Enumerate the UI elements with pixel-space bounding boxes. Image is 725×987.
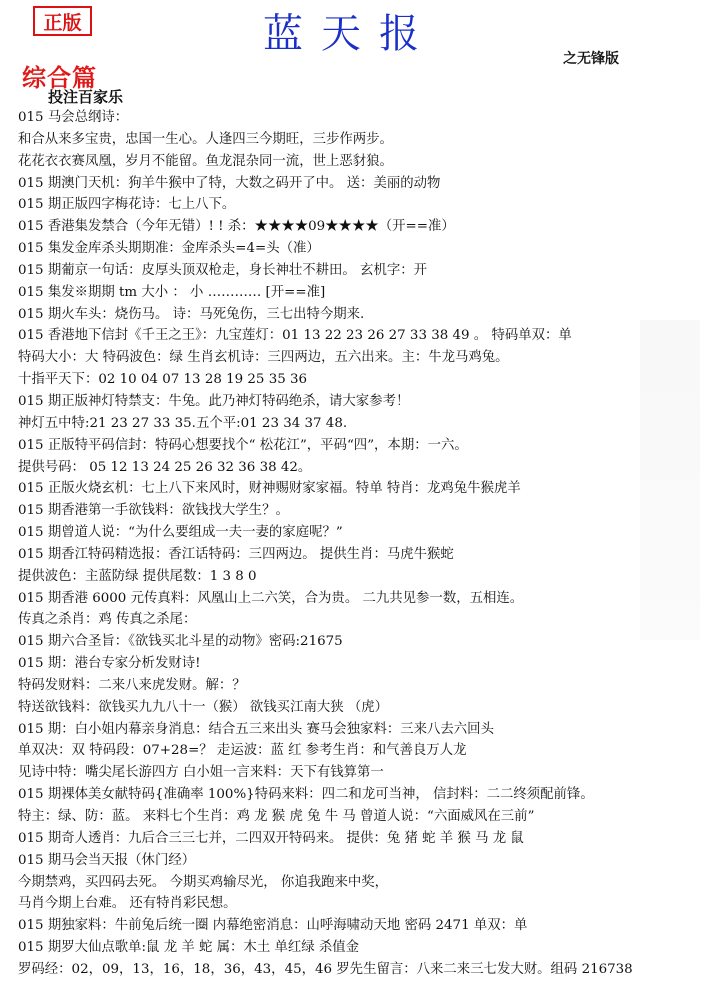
- content-line: 015 期香港 6000 元传真料：风凰山上二六笑，合为贵。 二九共见参一数，五相连。: [18, 590, 524, 606]
- content-line: 015 期香港第一手欲钱料：欲钱找大学生？。: [18, 503, 289, 519]
- content-line: 今期禁鸡，买四码去死。 今期买鸡输尽光， 你追我跑来中奖，: [18, 874, 389, 890]
- content-line: 015 马会总纲诗：: [18, 110, 129, 125]
- content-line: 015 期曾道人说：“为什么要组成一夫一妻的家庭呢？”: [18, 525, 343, 541]
- content-line: 花花衣衣赛凤凰，岁月不能留。鱼龙混杂同一流，世上恶豺狼。: [18, 153, 393, 169]
- content-line: 015 期正版神灯特禁支：牛兔。此乃神灯特码绝杀，请大家参考！: [18, 393, 410, 409]
- section-heading: 综合篇: [22, 63, 97, 92]
- edition-label: 之无锋版: [563, 51, 619, 67]
- content-line: 015 期正版四字梅花诗：七上八下。: [18, 197, 236, 213]
- content-line: 015 香港地下信封《千王之王》：九宝莲灯：01 13 22 23 26 27 33 38 49 。 特码单双：单: [18, 328, 572, 344]
- content-line: 马肖今期上台难。 还有特肖彩民想。: [18, 896, 237, 912]
- content-line: 015 集发金库杀头期期准：金库杀头=4=头（准）: [18, 241, 320, 257]
- content-line: 十指平天下：02 10 04 07 13 28 19 25 35 36: [18, 372, 308, 388]
- content-line: 015 期裸体美女献特码{准确率 100%}特码来料：四二和龙可当神， 信封料：二二终须配前锋。: [18, 787, 594, 803]
- content-line: 015 期葡京一句话：皮厚头顶双枪走，身长神壮不耕田。 玄机字：开: [18, 262, 428, 278]
- content-line: 特送欲钱料：欲钱买九九八十一（猴） 欲钱买江南大狭 （虎）: [18, 699, 389, 715]
- content-line: 015 正版特平码信封：特码心想要找个“ 松花江”，平码“四”，本期：一六。: [18, 437, 468, 453]
- content-line: 特码发财料：二来八来虎发财。解：？: [18, 677, 246, 693]
- content-line: 特码大小：大 特码波色：绿 生肖玄机诗：三四两边，五六出来。主：牛龙马鸡兔。: [18, 350, 509, 366]
- content-line: 神灯五中特:21 23 27 33 35.五个平:01 23 34 37 48.: [18, 415, 348, 431]
- content-line: 罗码经：02，09，13，16，18，36，43，45，46 罗先生留言：八来二来三七发大财。组码 216738: [18, 961, 633, 977]
- section-subtitle: 投注百家乐: [48, 88, 124, 106]
- content-line: 015 期：白小姐内幕亲身消息：结合五三来出头 赛马会独家料：三来八去六回头: [18, 721, 494, 737]
- content-line: 015 集发※期期 tm 大小 ： 小 ………… [开==准]: [18, 284, 326, 300]
- content-line: 015 正版火烧玄机：七上八下来风时，财神赐财家家福。特单 特肖：龙鸡兔牛猴虎羊: [18, 481, 521, 497]
- newspaper-title: 蓝天报: [263, 11, 437, 57]
- content-line: 015 期奇人透肖：九后合三三七并，二四双开特码来。 提供：兔 猪 蛇 羊 猴 马 龙 鼠: [18, 830, 524, 846]
- edition-badge: 正版: [33, 6, 92, 36]
- content-line: 015 期马会当天报（休门经）: [18, 852, 196, 868]
- content-line: 015 香港集发禁合（今年无错）! ! 杀：★★★★09★★★★（开==准）: [18, 219, 455, 235]
- content-line: 特主：绿、防：蓝。 来料七个生肖：鸡 龙 猴 虎 兔 牛 马 曾道人说：“六面威风在三前”: [18, 809, 535, 824]
- content-line: 见诗中特：嘴尖尾长游四方 白小姐一言来料：天下有钱算第一: [18, 765, 384, 781]
- content-line: 015 期罗大仙点歌单:鼠 龙 羊 蛇 属：木土 单红绿 杀值金: [18, 940, 360, 956]
- content-line: 传真之杀肖：鸡 传真之杀尾：: [18, 612, 197, 628]
- content-line: 015 期六合圣旨：《欲钱买北斗星的动物》密码:21675: [18, 634, 343, 650]
- content-body: [18, 107, 718, 981]
- content-line: 015 期火车头：烧伤马。 诗：马死兔伤，三七出特今期来.: [18, 306, 365, 322]
- content-line: 015 期澳门天机：狗羊牛猴中了特，大数之码开了中。 送：美丽的动物: [18, 175, 441, 191]
- content-line: 015 期独家料：牛前兔后统一圈 内幕绝密消息：山呼海啸动天地 密码 2471 单双：单: [18, 918, 528, 934]
- content-line: 提供号码： 05 12 13 24 25 26 32 36 38 42。: [18, 459, 312, 475]
- content-line: 单双决：双 特码段：07+28=？ 走运波：蓝 红 参考生肖：和气善良万人龙: [18, 743, 467, 759]
- content-line: 015 期香江特码精选报：香江话特码：三四两边。 提供生肖：马虎牛猴蛇: [18, 546, 454, 562]
- content-line: 提供波色：主蓝防绿 提供尾数：1 3 8 0: [18, 568, 257, 584]
- content-line: 和合从来多宝贵，忠国一生心。人逢四三今期旺，三步作两步。: [18, 131, 393, 147]
- content-line: 015 期：港台专家分析发财诗!: [18, 656, 201, 672]
